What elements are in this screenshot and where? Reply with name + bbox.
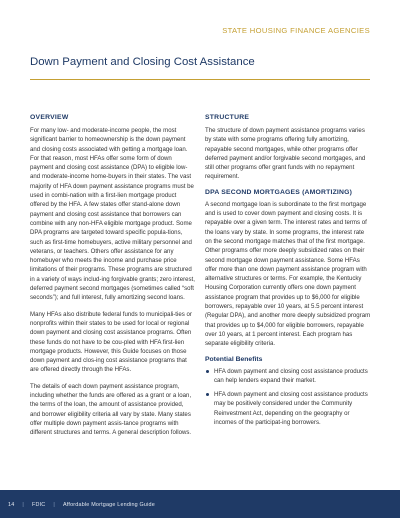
benefit-text: HFA down payment and closing cost assistance products can help lenders expand their market. (214, 367, 368, 384)
benefits-heading: Potential Benefits (205, 355, 263, 363)
title-divider (30, 79, 370, 80)
benefit-item (205, 367, 371, 386)
bullet-icon (206, 393, 209, 396)
dpa-second-paragraph: A second mortgage loan is subordinate to the first mortgage and is used to cover down payment and closing costs. It is repayable over a given term. The interest rates and terms of the loans vary by state. In some programs, the interest rate on the second mortgage matches that of the first mortgage. Other programs offer more deeply subsidized rates on their second mortgage down payment assistance. Some HFAs offer more than one down payment assistance program with alternative structures or terms. For example, the Kentucky Housing Corporation currently offers one down payment assistance program that provides up to $6,000 for eligible borrowers, repayable over 10 years, at 5.5 percent interest (Regular DPA), and another more deeply subsidized program that provides up to $4,000 for eligible borrowers, repayable over 10 years, at 1 percent interest. Each program has separate eligibility criteria. (205, 200, 371, 348)
dpa-second-heading: DPA SECOND MORTGAGES (AMORTIZING) (205, 188, 353, 196)
benefits-list (205, 367, 371, 428)
left-column (30, 114, 195, 445)
overview-paragraph-2: Many HFAs also distribute federal funds to municipali-ties or nonprofits within their states to be used for local or regional down payment and closing cost assistance programs. Often these funds do not have to be cou-pled with HFA first-lien mortgage products. However, this Guide focuses on those down payment and clos-ing cost assistance programs that are offered directly through the HFAs. (30, 310, 192, 374)
footer-separator: | (22, 502, 25, 508)
overview-paragraph-3: The details of each down payment assistance program, including whether the funds are offered as a grant or a loan, the terms of the loan, the amount of assistance provided, and borrower eligibility criteria all vary by state. Many states offer multiple down payment assis-tance programs with different structures and terms. A general description follows. (30, 382, 192, 437)
footer-org: FDIC (32, 502, 46, 508)
overview-heading: OVERVIEW (30, 114, 69, 121)
footer (8, 502, 155, 508)
footer-guide-title: Affordable Mortgage Lending Guide (63, 502, 155, 508)
overview-paragraph-1: For many low- and moderate-income people, the most significant barrier to homeownership is the down payment and closing costs associated with getting a mortgage loan. For that reason, most HFAs offer some form of down payment and closing cost assistance (DPA) to eligible low- and moderate-income home-buyers in their states. The vast majority of HFA down payment assistance programs must be used in combi-nation with a first-lien mortgage product offered by the HFA. A few states offer stand-alone down payment and closing cost assistance that borrowers can combine with any non-HFA eligible mortgage product. Some DPA programs are targeted toward specific popula-tions, such as first-time homebuyers, active military personnel and veterans, or teachers. Others offer assistance for any homebuyer who meets the income and purchase price limitations of their programs. These programs are structured in a variety of ways includ-ing forgivable grants; zero interest, deferred payment second mortgages (sometimes called “soft seconds”); and full interest, fully amortizing second loans. (30, 127, 195, 302)
benefit-text: HFA down payment and closing cost assistance products may be positively considered under the Community Reinvestment Act, depending on the geography or incomes of the participat-ing borrowers. (214, 391, 368, 427)
footer-separator: | (53, 502, 56, 508)
page-title: Down Payment and Closing Cost Assistance (30, 56, 255, 68)
page-number: 14 (8, 502, 15, 508)
structure-paragraph: The structure of down payment assistance programs varies by state with some programs offering fully amortizing, repayable second mortgages, while other programs offer deferred payment and/or forgivable second mortgages, and still other programs offer grant funds with no repayment requirement. (205, 127, 366, 181)
structure-heading: STRUCTURE (205, 114, 250, 121)
benefit-item (205, 390, 371, 427)
right-column (205, 114, 371, 432)
running-header: STATE HOUSING FINANCE AGENCIES (222, 26, 370, 35)
bullet-icon (206, 370, 209, 373)
